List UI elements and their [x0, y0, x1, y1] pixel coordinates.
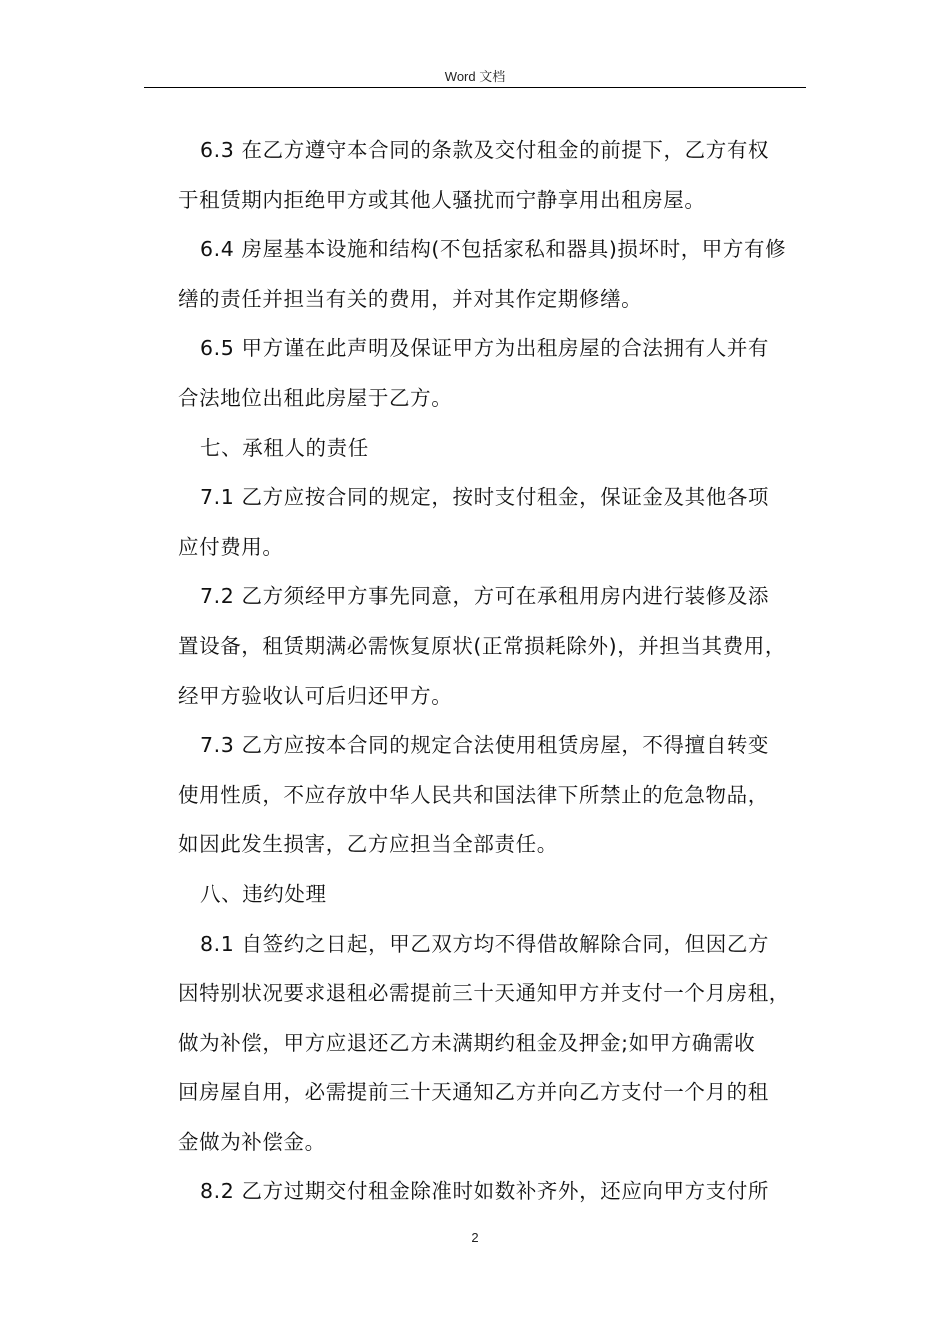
paragraph-line: 应付费用。: [178, 534, 284, 559]
paragraph-line: 于租赁期内拒绝甲方或其他人骚扰而宁静享用出租房屋。: [178, 187, 706, 212]
paragraph-line: 做为补偿，甲方应退还乙方未满期约租金及押金;如甲方确需收: [178, 1030, 756, 1055]
page-number: 2: [471, 1230, 479, 1245]
header-divider: [144, 87, 806, 88]
section-heading: 七、承租人的责任: [200, 435, 369, 460]
paragraph-line: 置设备，租赁期满必需恢复原状(正常损耗除外)，并担当其费用，: [178, 633, 786, 658]
paragraph-line: 7.2 乙方须经甲方事先同意，方可在承租用房内进行装修及添: [200, 584, 770, 609]
paragraph-line: 回房屋自用，必需提前三十天通知乙方并向乙方支付一个月的租: [178, 1080, 769, 1105]
document-body: [178, 126, 818, 1217]
paragraph-line: 合法地位出租此房屋于乙方。: [178, 385, 453, 410]
paragraph-line: 6.5 甲方谨在此声明及保证甲方为出租房屋的合法拥有人并有: [200, 336, 770, 361]
section-heading: 八、违约处理: [200, 881, 327, 906]
paragraph-line: 7.1 乙方应按合同的规定，按时支付租金，保证金及其他各项: [200, 485, 770, 510]
paragraph-line: 因特别状况要求退租必需提前三十天通知甲方并支付一个月房租，: [178, 981, 790, 1006]
paragraph-line: 6.4 房屋基本设施和结构(不包括家私和器具)损坏时，甲方有修: [200, 237, 787, 262]
paragraph-line: 6.3 在乙方遵守本合同的条款及交付租金的前提下，乙方有权: [200, 138, 770, 162]
paragraph-line: 8.2 乙方过期交付租金除准时如数补齐外，还应向甲方支付所: [200, 1179, 770, 1204]
paragraph-line: 金做为补偿金。: [178, 1129, 326, 1154]
paragraph-line: 使用性质，不应存放中华人民共和国法律下所禁止的危急物品，: [178, 782, 769, 807]
page-header: Word 文档: [444, 69, 506, 84]
paragraph-line: 8.1 自签约之日起，甲乙双方均不得借故解除合同，但因乙方: [200, 931, 770, 956]
paragraph-line: 如因此发生损害，乙方应担当全部责任。: [178, 832, 558, 857]
paragraph-line: 经甲方验收认可后归还甲方。: [178, 683, 453, 708]
paragraph-line: 7.3 乙方应按本合同的规定合法使用租赁房屋，不得擅自转变: [200, 733, 770, 758]
paragraph-line: 缮的责任并担当有关的费用，并对其作定期修缮。: [178, 286, 643, 311]
